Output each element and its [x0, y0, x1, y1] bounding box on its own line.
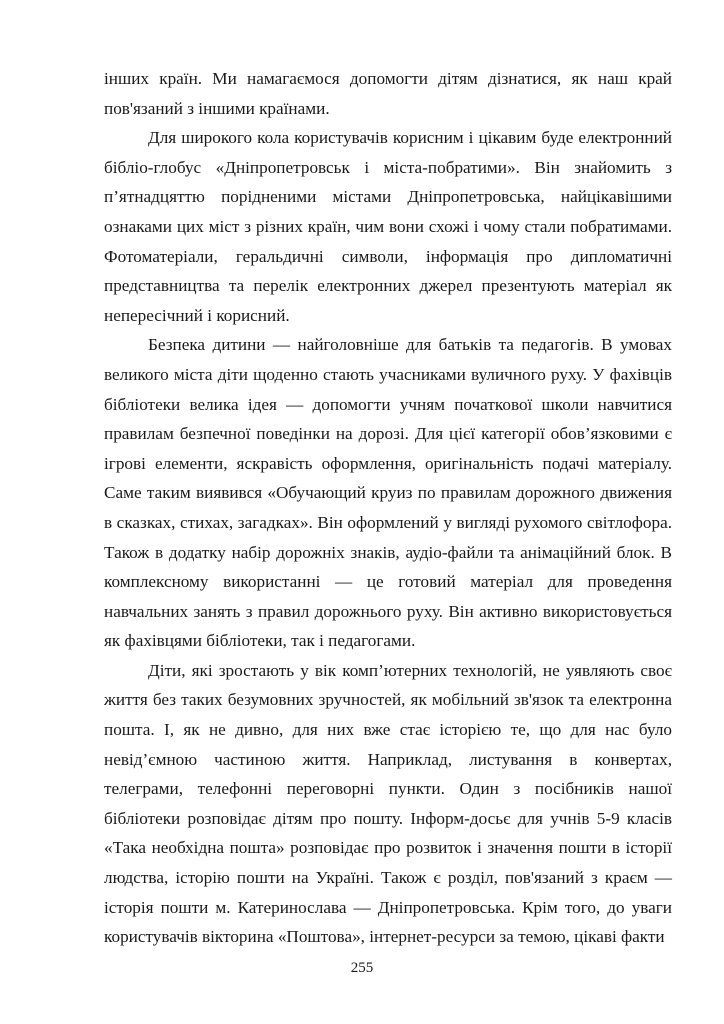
- paragraph-biblio-globe: Для широкого кола користувачів корисним і цікавим буде електронний бібліо-глобус «Дніпропетровськ і міста-побратими». Він знайомить з п’ятнадцяттю порідненими містами Дніпропетровська, найцікавішими ознаками цих міст з різних країн, чим вони схожі і чому стали побратимами. Фотоматеріали, геральдичні символи, інформація про дипломатичні представництва та перелік електронних джерел презентують матеріал як непересічний і корисний.: [104, 128, 672, 325]
- page-number: 255: [350, 960, 374, 976]
- paragraph-countries-continuation: інших країн. Ми намагаємося допомогти дітям дізнатися, як наш край пов'язаний з іншими країнами.: [104, 69, 672, 118]
- paragraph-child-safety: Безпека дитини — найголовніше для батьків та педагогів. В умовах великого міста діти щоденно стають учасниками вуличного руху. У фахівців бібліотеки велика ідея — допомогти учням початкової школи навчитися правилам безпечної поведінки на дорозі. Для цієї категорії обов’язковими є ігрові елементи, яскравість оформлення, оригінальність подачі матеріалу. Саме таким виявився «Обучающий круиз по правилам дорожного движения в сказках, стихах, загадках». Він оформлений у вигляді рухомого світлофора. Також в додатку набір дорожніх знаків, аудіо-файли та анімаційний блок. В комплексному використанні — це готовий матеріал для проведення навчальних занять з правил дорожнього руху. Він активно використовується як фахівцями бібліотеки, так і педагогами.: [104, 335, 672, 651]
- body-text: [104, 64, 672, 952]
- paragraph-post-history: Діти, які зростають у вік комп’ютерних технологій, не уявляють своє життя без таких безумовних зручностей, як мобільний зв'язок та електронна пошта. І, як не дивно, для них вже стає історією те, що для нас було невід’ємною частиною життя. Наприклад, листування в конвертах, телеграми, телефонні переговорні пункти. Один з посібників нашої бібліотеки розповідає дітям про пошту. Інформ-досьє для учнів 5-9 класів «Така необхідна пошта» розповідає про розвиток і значення пошти в історії людства, історію пошти на Україні. Також є розділ, пов'язаний з краєм — історія пошти м. Катеринослава — Дніпропетровська. Крім того, до уваги користувачів вікторина «Поштова», інтернет-ресурси за темою, цікаві факти: [104, 660, 672, 947]
